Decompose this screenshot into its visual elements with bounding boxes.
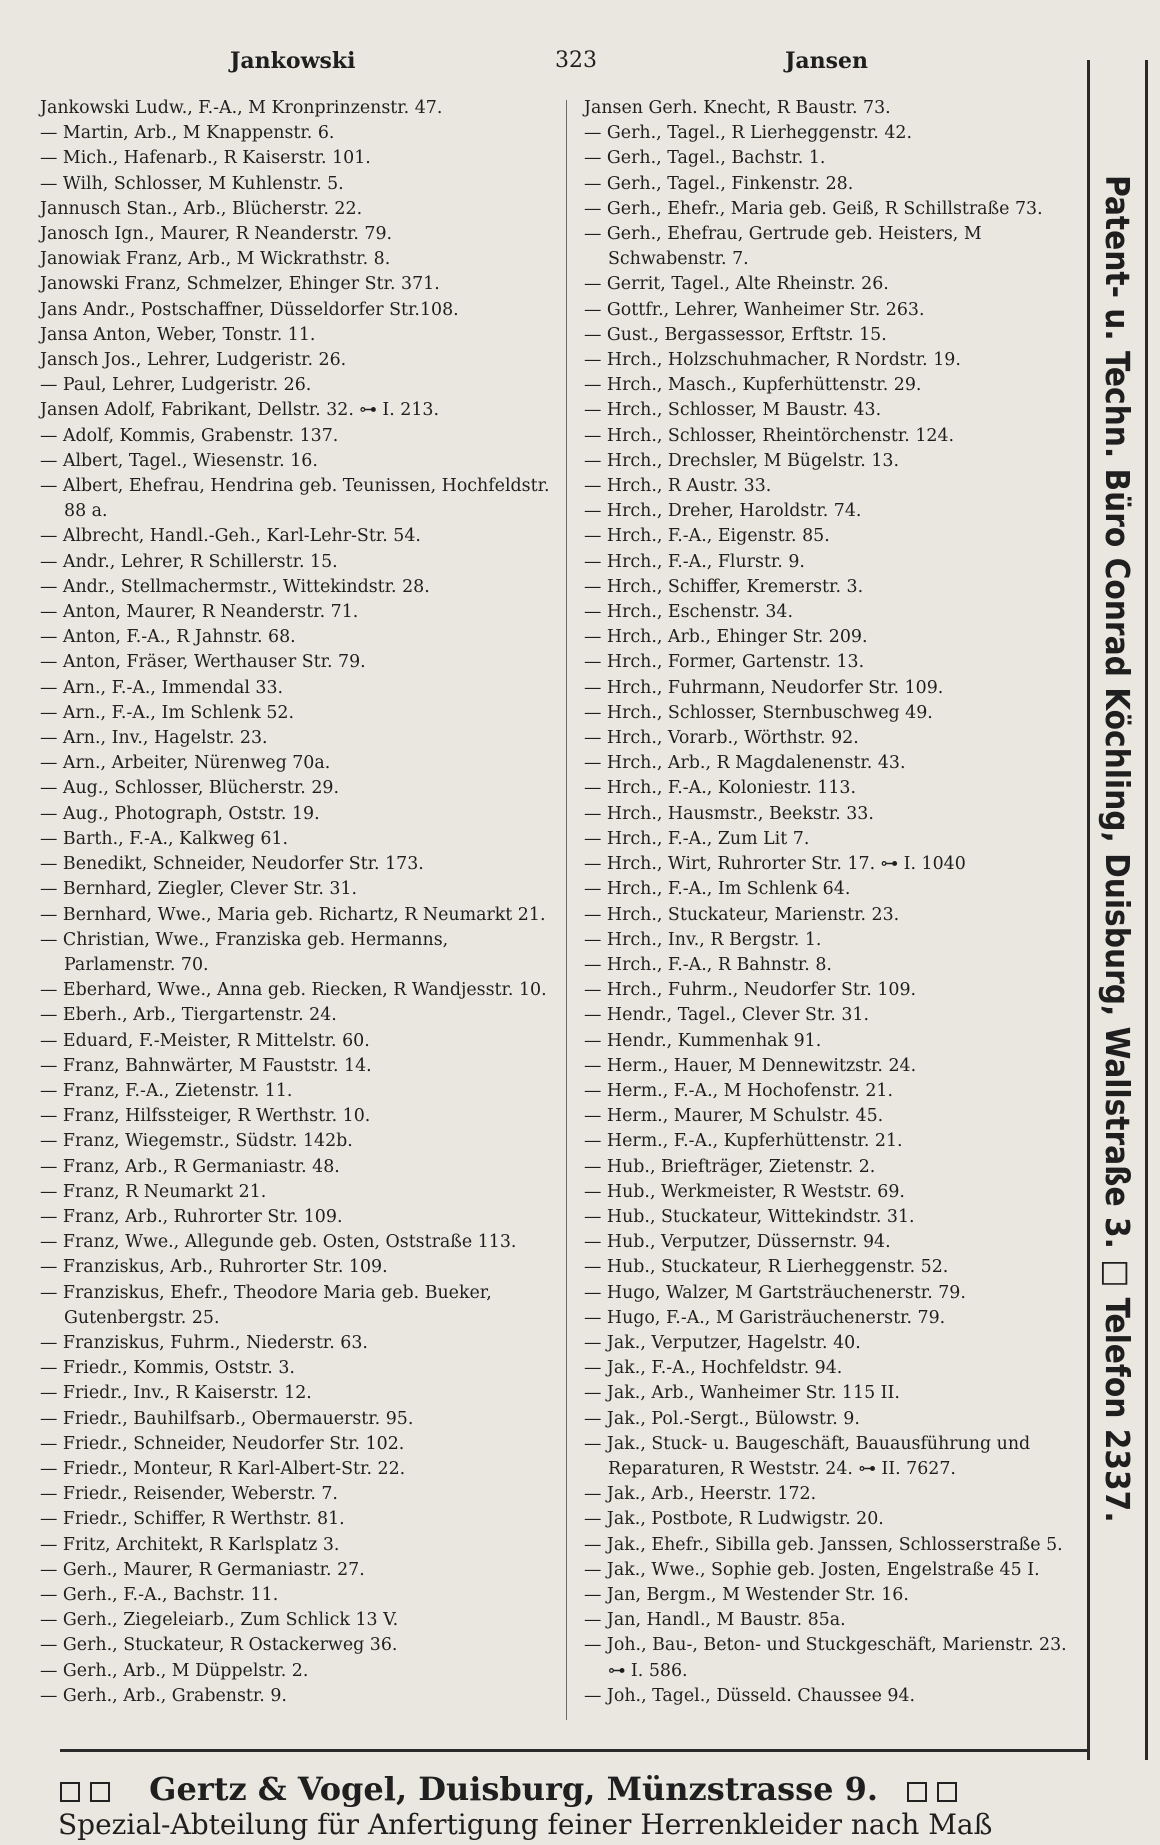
directory-entry: — Franz, Bahnwärter, M Fauststr. 14.: [40, 1055, 372, 1076]
directory-entry: — Hrch., Schlosser, M Baustr. 43.: [584, 400, 882, 421]
directory-entry: — Jak., Postbote, R Ludwigstr. 20.: [584, 1509, 884, 1530]
directory-entry: — Gerh., Tagel., Finkenstr. 28.: [584, 173, 854, 194]
directory-entry: — Herm., F.-A., M Hochofenstr. 21.: [584, 1080, 894, 1101]
directory-entry: — Hendr., Tagel., Clever Str. 31.: [584, 1005, 870, 1026]
square-icon: [60, 1782, 80, 1802]
directory-entry: — Gerh., Ehefrau, Gertrude geb. Heisters, M Schwabenstr. 7.: [584, 224, 982, 270]
directory-entry: — Friedr., Reisender, Weberstr. 7.: [40, 1484, 338, 1505]
directory-entry: — Gerh., Arb., M Düppelstr. 2.: [40, 1660, 309, 1681]
directory-entry: — Albert, Ehefrau, Hendrina geb. Teunissen, Hochfeldstr. 88 a.: [40, 476, 550, 522]
directory-entry: — Jak., Pol.-Sergt., Bülowstr. 9.: [584, 1408, 860, 1429]
directory-entry: — Friedr., Bauhilfsarb., Obermauerstr. 95.: [40, 1408, 414, 1429]
page-header: [60, 44, 1080, 78]
directory-entry: — Hrch., Hausmstr., Beekstr. 33.: [584, 803, 874, 824]
directory-entry: — Hrch., F.-A., R Bahnstr. 8.: [584, 954, 832, 975]
directory-entry: — Hrch., F.-A., Flurstr. 9.: [584, 551, 805, 572]
directory-entry: — Arn., Inv., Hagelstr. 23.: [40, 728, 268, 749]
directory-entry: Jansen Gerh. Knecht, R Baustr. 73.: [584, 98, 891, 118]
directory-entry: — Franz, Arb., Ruhrorter Str. 109.: [40, 1206, 343, 1227]
directory-entry: — Hrch., Former, Gartenstr. 13.: [584, 652, 865, 673]
directory-entry: — Hub., Stuckateur, R Lierheggenstr. 52.: [584, 1257, 949, 1278]
directory-entry: — Gerrit, Tagel., Alte Rheinstr. 26.: [584, 274, 889, 295]
side-ad-text: Patent- u. Techn. Büro Conrad Köchling, Duisburg, Wallstraße 3. □ Telefon 2337.: [1098, 175, 1137, 1523]
directory-entry: — Christian, Wwe., Franziska geb. Hermanns, Parlamenstr. 70.: [40, 929, 449, 975]
directory-entry: — Friedr., Schneider, Neudorfer Str. 102.: [40, 1433, 405, 1454]
directory-entry: — Jak., Verputzer, Hagelstr. 40.: [584, 1332, 861, 1353]
directory-entry: — Franziskus, Fuhrm., Niederstr. 63.: [40, 1332, 368, 1353]
directory-entry: — Hrch., Fuhrm., Neudorfer Str. 109.: [584, 980, 917, 1001]
directory-entry: — Albrecht, Handl.-Geh., Karl-Lehr-Str. 54.: [40, 526, 421, 547]
directory-entry: — Friedr., Monteur, R Karl-Albert-Str. 22.: [40, 1458, 406, 1479]
directory-entry: — Gerh., Tagel., R Lierheggenstr. 42.: [584, 123, 913, 144]
right-column: [584, 96, 1084, 1831]
side-rule: [1145, 60, 1148, 1760]
directory-entry: — Wilh, Schlosser, M Kuhlenstr. 5.: [40, 173, 344, 194]
directory-entry: Jansen Adolf, Fabrikant, Dellstr. 32. ⊶ I. 213.: [40, 400, 439, 421]
directory-entry: — Gerh., Maurer, R Germaniastr. 27.: [40, 1559, 365, 1580]
directory-entry: — Gottfr., Lehrer, Wanheimer Str. 263.: [584, 299, 925, 320]
directory-entry: — Jak., Stuck- u. Baugeschäft, Bauausführung und Reparaturen, R Weststr. 24. ⊶ II. 7627.: [584, 1433, 1031, 1479]
directory-entry: — Fritz, Architekt, R Karlsplatz 3.: [40, 1534, 340, 1555]
directory-entry: — Andr., Lehrer, R Schillerstr. 15.: [40, 551, 338, 572]
directory-entry: — Hrch., Vorarb., Wörthstr. 92.: [584, 728, 859, 749]
header-left: Jankowski: [230, 48, 356, 74]
directory-entry: — Benedikt, Schneider, Neudorfer Str. 173.: [40, 854, 424, 875]
directory-entry: — Gerh., Arb., Grabenstr. 9.: [40, 1685, 287, 1706]
directory-entry: — Franz, Wiegemstr., Südstr. 142b.: [40, 1131, 353, 1152]
directory-entry: — Hrch., Arb., Ehinger Str. 209.: [584, 627, 868, 648]
directory-entry: Janowski Franz, Schmelzer, Ehinger Str. 371.: [40, 274, 440, 295]
directory-entry: — Hrch., F.-A., Im Schlenk 64.: [584, 879, 851, 900]
side-advertisement: [1095, 175, 1143, 1675]
directory-entry: — Franz, F.-A., Zietenstr. 11.: [40, 1080, 293, 1101]
directory-entry: — Jak., Wwe., Sophie geb. Josten, Engelstraße 45 I.: [584, 1559, 1040, 1580]
directory-entry: — Aug., Photograph, Oststr. 19.: [40, 803, 320, 824]
directory-entry: — Hub., Briefträger, Zietenstr. 2.: [584, 1156, 876, 1177]
directory-entry: — Hrch., F.-A., Koloniestr. 113.: [584, 778, 856, 799]
page-number: 323: [555, 48, 597, 73]
directory-entry: — Eduard, F.-Meister, R Mittelstr. 60.: [40, 1030, 370, 1051]
directory-entry: — Franz, R Neumarkt 21.: [40, 1181, 267, 1202]
directory-entry: — Hub., Verputzer, Düssernstr. 94.: [584, 1232, 891, 1253]
directory-entry: — Gerh., Ziegeleiarb., Zum Schlick 13 V.: [40, 1610, 399, 1631]
directory-entry: — Hub., Stuckateur, Wittekindstr. 31.: [584, 1206, 915, 1227]
directory-entry: — Arn., F.-A., Im Schlenk 52.: [40, 702, 294, 723]
directory-entry: — Hrch., F.-A., Zum Lit 7.: [584, 828, 810, 849]
directory-entry: — Joh., Bau-, Beton- und Stuckgeschäft, Marienstr. 23. ⊶ I. 586.: [584, 1635, 1067, 1681]
directory-entry: — Anton, F.-A., R Jahnstr. 68.: [40, 627, 296, 648]
directory-entry: — Hrch., Stuckateur, Marienstr. 23.: [584, 904, 900, 925]
square-icon: [937, 1782, 957, 1802]
directory-entry: — Hrch., Masch., Kupferhüttenstr. 29.: [584, 375, 922, 396]
directory-entry: — Gerh., Ehefr., Maria geb. Geiß, R Schillstraße 73.: [584, 198, 1043, 219]
directory-entry: — Hendr., Kummenhak 91.: [584, 1030, 822, 1051]
directory-entry: Jannusch Stan., Arb., Blücherstr. 22.: [40, 198, 363, 219]
directory-entry: — Barth., F.-A., Kalkweg 61.: [40, 828, 289, 849]
directory-entry: Jansa Anton, Weber, Tonstr. 11.: [40, 324, 316, 345]
directory-entry: Jankowski Ludw., F.-A., M Kronprinzenstr. 47.: [40, 98, 443, 118]
directory-entry: — Franz, Arb., R Germaniastr. 48.: [40, 1156, 340, 1177]
directory-entry: — Anton, Maurer, R Neanderstr. 71.: [40, 602, 359, 623]
directory-entry: — Gerh., Stuckateur, R Ostackerweg 36.: [40, 1635, 398, 1656]
directory-entry: — Aug., Schlosser, Blücherstr. 29.: [40, 778, 339, 799]
directory-entry: — Hrch., Eschenstr. 34.: [584, 602, 794, 623]
directory-entry: — Franz, Hilfssteiger, R Werthstr. 10.: [40, 1106, 371, 1127]
directory-entry: Janowiak Franz, Arb., M Wickrathstr. 8.: [40, 249, 391, 270]
directory-entry: — Hrch., Schlosser, Rheintörchenstr. 124.: [584, 425, 955, 446]
directory-entry: — Hrch., Drechsler, M Bügelstr. 13.: [584, 450, 899, 471]
directory-entry: — Jan, Handl., M Baustr. 85a.: [584, 1610, 846, 1631]
directory-entry: — Friedr., Schiffer, R Werthstr. 81.: [40, 1509, 345, 1530]
directory-entry: — Adolf, Kommis, Grabenstr. 137.: [40, 425, 339, 446]
side-rule: [1087, 60, 1090, 1760]
directory-entry: — Gerh., F.-A., Bachstr. 11.: [40, 1584, 279, 1605]
directory-entry: — Friedr., Kommis, Oststr. 3.: [40, 1358, 295, 1379]
directory-entry: — Hugo, Walzer, M Gartsträuchenerstr. 79.: [584, 1282, 966, 1303]
directory-entry: — Franziskus, Arb., Ruhrorter Str. 109.: [40, 1257, 388, 1278]
directory-entry: — Eberhard, Wwe., Anna geb. Riecken, R Wandjesstr. 10.: [40, 980, 547, 1001]
bottom-rule: [60, 1749, 1090, 1752]
directory-entry: — Bernhard, Wwe., Maria geb. Richartz, R Neumarkt 21.: [40, 904, 546, 925]
directory-entry: — Gust., Bergassessor, Erftstr. 15.: [584, 324, 887, 345]
directory-entry: — Jak., Arb., Heerstr. 172.: [584, 1484, 817, 1505]
directory-entry: — Anton, Fräser, Werthauser Str. 79.: [40, 652, 366, 673]
directory-entry: — Hrch., Schlosser, Sternbuschweg 49.: [584, 702, 933, 723]
directory-entry: — Arn., F.-A., Immendal 33.: [40, 677, 284, 698]
directory-entry: — Franz, Wwe., Allegunde geb. Osten, Oststraße 113.: [40, 1232, 517, 1253]
directory-entry: — Hugo, F.-A., M Garisträuchenerstr. 79.: [584, 1307, 946, 1328]
directory-entry: — Hrch., Dreher, Haroldstr. 74.: [584, 501, 862, 522]
square-icon: [90, 1782, 110, 1802]
square-icon: [907, 1782, 927, 1802]
header-right: Jansen: [785, 48, 869, 74]
directory-entry: — Martin, Arb., M Knappenstr. 6.: [40, 123, 335, 144]
directory-entry: — Paul, Lehrer, Ludgeristr. 26.: [40, 375, 312, 396]
directory-entry: — Franziskus, Ehefr., Theodore Maria geb. Bueker, Gutenbergstr. 25.: [40, 1282, 492, 1328]
directory-entry: — Herm., Hauer, M Dennewitzstr. 24.: [584, 1055, 917, 1076]
directory-entry: — Bernhard, Ziegler, Clever Str. 31.: [40, 879, 358, 900]
directory-entry: — Friedr., Inv., R Kaiserstr. 12.: [40, 1383, 312, 1404]
directory-entry: — Albert, Tagel., Wiesenstr. 16.: [40, 450, 318, 471]
directory-entry: — Hrch., Wirt, Ruhrorter Str. 17. ⊶ I. 1040: [584, 854, 966, 875]
directory-entry: — Herm., Maurer, M Schulstr. 45.: [584, 1106, 884, 1127]
directory-entry: — Hrch., Fuhrmann, Neudorfer Str. 109.: [584, 677, 944, 698]
directory-entry: — Joh., Tagel., Düsseld. Chaussee 94.: [584, 1685, 916, 1706]
directory-entry: — Hrch., Arb., R Magdalenenstr. 43.: [584, 753, 906, 774]
directory-entry: — Mich., Hafenarb., R Kaiserstr. 101.: [40, 148, 371, 169]
footer-subline: Spezial-Abteilung für Anfertigung feiner Herrenkleider nach Maß: [58, 1808, 993, 1841]
directory-entry: — Herm., F.-A., Kupferhüttenstr. 21.: [584, 1131, 903, 1152]
directory-entry: Jans Andr., Postschaffner, Düsseldorfer Str.108.: [40, 299, 459, 320]
directory-entry: — Hub., Werkmeister, R Weststr. 69.: [584, 1181, 905, 1202]
directory-entry: — Jak., Arb., Wanheimer Str. 115 II.: [584, 1383, 900, 1404]
directory-entry: Janosch Ign., Maurer, R Neanderstr. 79.: [40, 224, 393, 245]
directory-entry: — Hrch., Schiffer, Kremerstr. 3.: [584, 576, 864, 597]
footer-text: Gertz & Vogel, Duisburg, Münzstrasse 9.: [149, 1770, 879, 1808]
directory-entry: — Hrch., F.-A., Eigenstr. 85.: [584, 526, 830, 547]
directory-entry: — Gerh., Tagel., Bachstr. 1.: [584, 148, 826, 169]
column-divider: [566, 100, 567, 1720]
left-column: [40, 96, 560, 1831]
directory-entry: Jansch Jos., Lehrer, Ludgeristr. 26.: [40, 350, 347, 371]
directory-entry: — Arn., Arbeiter, Nürenweg 70a.: [40, 753, 331, 774]
directory-entry: — Hrch., Holzschuhmacher, R Nordstr. 19.: [584, 350, 961, 371]
directory-entry: — Jak., Ehefr., Sibilla geb. Janssen, Schlosserstraße 5.: [584, 1534, 1063, 1555]
directory-entry: — Hrch., R Austr. 33.: [584, 476, 772, 497]
directory-entry: — Eberh., Arb., Tiergartenstr. 24.: [40, 1005, 337, 1026]
directory-entry: — Jan, Bergm., M Westender Str. 16.: [584, 1584, 909, 1605]
directory-entry: — Jak., F.-A., Hochfeldstr. 94.: [584, 1358, 843, 1379]
directory-entry: — Hrch., Inv., R Bergstr. 1.: [584, 929, 822, 950]
directory-entry: — Andr., Stellmachermstr., Wittekindstr. 28.: [40, 576, 430, 597]
